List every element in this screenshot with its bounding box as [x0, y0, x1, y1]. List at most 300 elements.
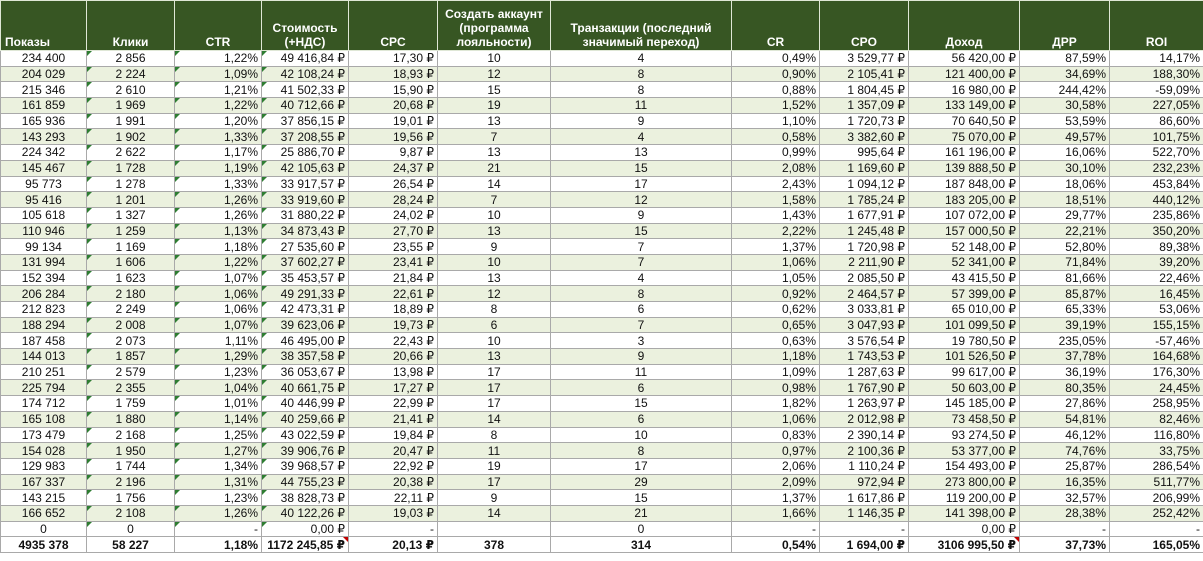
table-cell[interactable]: 166 652: [1, 505, 87, 521]
table-cell[interactable]: 17: [551, 458, 732, 474]
table-cell[interactable]: 15: [551, 490, 732, 506]
table-cell[interactable]: 43 022,59 ₽: [262, 427, 349, 443]
table-cell[interactable]: 20,66 ₽: [349, 349, 438, 365]
table-cell[interactable]: 16,45%: [1110, 286, 1203, 302]
table-cell[interactable]: 206,99%: [1110, 490, 1203, 506]
table-cell[interactable]: [438, 521, 551, 537]
table-cell[interactable]: 9: [438, 490, 551, 506]
table-cell[interactable]: 2,09%: [732, 474, 820, 490]
table-cell[interactable]: 30,58%: [1020, 98, 1110, 114]
table-cell[interactable]: 155,15%: [1110, 317, 1203, 333]
table-cell[interactable]: 157 000,50 ₽: [909, 223, 1020, 239]
table-cell[interactable]: 1 201: [87, 192, 175, 208]
table-cell[interactable]: 33 917,57 ₽: [262, 176, 349, 192]
table-cell[interactable]: 52,80%: [1020, 239, 1110, 255]
table-cell[interactable]: 1,13%: [175, 223, 262, 239]
table-cell[interactable]: 2,22%: [732, 223, 820, 239]
table-cell[interactable]: 42 108,24 ₽: [262, 66, 349, 82]
table-cell[interactable]: 24,45%: [1110, 380, 1203, 396]
table-cell[interactable]: 10: [438, 333, 551, 349]
table-cell[interactable]: 15: [551, 160, 732, 176]
table-cell[interactable]: 1 902: [87, 129, 175, 145]
table-cell[interactable]: 1,58%: [732, 192, 820, 208]
table-cell[interactable]: 7: [551, 317, 732, 333]
table-cell[interactable]: 40 122,26 ₽: [262, 505, 349, 521]
table-cell[interactable]: 19: [438, 458, 551, 474]
table-cell[interactable]: 14: [438, 176, 551, 192]
table-cell[interactable]: 165 936: [1, 113, 87, 129]
table-cell[interactable]: 154 028: [1, 443, 87, 459]
table-cell[interactable]: 13: [551, 145, 732, 161]
table-cell[interactable]: 34 873,43 ₽: [262, 223, 349, 239]
table-cell[interactable]: 227,05%: [1110, 98, 1203, 114]
table-cell[interactable]: 20,47 ₽: [349, 443, 438, 459]
table-cell[interactable]: 1 785,24 ₽: [820, 192, 909, 208]
table-cell[interactable]: 8: [551, 443, 732, 459]
table-cell[interactable]: 42 473,31 ₽: [262, 302, 349, 318]
table-cell[interactable]: 19,01 ₽: [349, 113, 438, 129]
table-cell[interactable]: 24,37 ₽: [349, 160, 438, 176]
table-cell[interactable]: 28,38%: [1020, 505, 1110, 521]
table-cell[interactable]: 6: [551, 302, 732, 318]
table-cell[interactable]: 2 464,57 ₽: [820, 286, 909, 302]
table-cell[interactable]: -: [349, 521, 438, 537]
table-cell[interactable]: 522,70%: [1110, 145, 1203, 161]
table-cell[interactable]: 6: [551, 411, 732, 427]
table-cell[interactable]: 0,90%: [732, 66, 820, 82]
table-cell[interactable]: 1,34%: [175, 458, 262, 474]
table-cell[interactable]: 1,18%: [175, 239, 262, 255]
table-cell[interactable]: 0,88%: [732, 82, 820, 98]
table-cell[interactable]: 1,31%: [175, 474, 262, 490]
table-cell[interactable]: 17,30 ₽: [349, 51, 438, 67]
table-cell[interactable]: 350,20%: [1110, 223, 1203, 239]
table-cell[interactable]: 1 991: [87, 113, 175, 129]
table-cell[interactable]: 152 394: [1, 270, 87, 286]
table-cell[interactable]: 1 146,35 ₽: [820, 505, 909, 521]
table-cell[interactable]: 81,66%: [1020, 270, 1110, 286]
table-cell[interactable]: 1 756: [87, 490, 175, 506]
table-cell[interactable]: 22,43 ₽: [349, 333, 438, 349]
table-cell[interactable]: 22,21%: [1020, 223, 1110, 239]
table-cell[interactable]: 16,06%: [1020, 145, 1110, 161]
table-cell[interactable]: 0: [1, 521, 87, 537]
table-cell[interactable]: 244,42%: [1020, 82, 1110, 98]
table-cell[interactable]: 23,41 ₽: [349, 254, 438, 270]
table-cell[interactable]: 18,93 ₽: [349, 66, 438, 82]
table-cell[interactable]: 49 291,33 ₽: [262, 286, 349, 302]
table-cell[interactable]: 22,99 ₽: [349, 396, 438, 412]
table-cell[interactable]: 52 148,00 ₽: [909, 239, 1020, 255]
table-cell[interactable]: 1 744: [87, 458, 175, 474]
table-cell[interactable]: 86,60%: [1110, 113, 1203, 129]
total-cell[interactable]: 1 694,00 ₽: [820, 537, 909, 553]
table-cell[interactable]: 44 755,23 ₽: [262, 474, 349, 490]
table-cell[interactable]: 22,61 ₽: [349, 286, 438, 302]
table-cell[interactable]: 11: [551, 364, 732, 380]
table-cell[interactable]: 995,64 ₽: [820, 145, 909, 161]
table-cell[interactable]: 1 245,48 ₽: [820, 223, 909, 239]
total-cell[interactable]: 378: [438, 537, 551, 553]
table-cell[interactable]: 3 047,93 ₽: [820, 317, 909, 333]
table-cell[interactable]: 273 800,00 ₽: [909, 474, 1020, 490]
table-cell[interactable]: 15: [438, 82, 551, 98]
table-cell[interactable]: 20,38 ₽: [349, 474, 438, 490]
table-cell[interactable]: 15,90 ₽: [349, 82, 438, 98]
table-cell[interactable]: 21,41 ₽: [349, 411, 438, 427]
table-cell[interactable]: 143 293: [1, 129, 87, 145]
table-cell[interactable]: 23,55 ₽: [349, 239, 438, 255]
table-cell[interactable]: 21: [438, 160, 551, 176]
table-cell[interactable]: -59,09%: [1110, 82, 1203, 98]
table-cell[interactable]: 1 617,86 ₽: [820, 490, 909, 506]
table-cell[interactable]: 1 259: [87, 223, 175, 239]
table-cell[interactable]: 1 759: [87, 396, 175, 412]
table-cell[interactable]: 0,00 ₽: [909, 521, 1020, 537]
table-cell[interactable]: 1 743,53 ₽: [820, 349, 909, 365]
table-cell[interactable]: 27,70 ₽: [349, 223, 438, 239]
table-cell[interactable]: 8: [438, 427, 551, 443]
table-cell[interactable]: 53 377,00 ₽: [909, 443, 1020, 459]
table-cell[interactable]: 1,06%: [732, 254, 820, 270]
table-cell[interactable]: 234 400: [1, 51, 87, 67]
table-cell[interactable]: 2 073: [87, 333, 175, 349]
table-cell[interactable]: 36 053,67 ₽: [262, 364, 349, 380]
table-cell[interactable]: 119 200,00 ₽: [909, 490, 1020, 506]
header-cell[interactable]: ДРР: [1020, 1, 1110, 51]
table-cell[interactable]: 3: [551, 333, 732, 349]
table-cell[interactable]: 183 205,00 ₽: [909, 192, 1020, 208]
table-cell[interactable]: 1 263,97 ₽: [820, 396, 909, 412]
table-cell[interactable]: 18,89 ₽: [349, 302, 438, 318]
table-cell[interactable]: 26,54 ₽: [349, 176, 438, 192]
table-cell[interactable]: 1 169,60 ₽: [820, 160, 909, 176]
table-cell[interactable]: 143 215: [1, 490, 87, 506]
table-cell[interactable]: 133 149,00 ₽: [909, 98, 1020, 114]
table-cell[interactable]: 453,84%: [1110, 176, 1203, 192]
table-cell[interactable]: 210 251: [1, 364, 87, 380]
table-cell[interactable]: 167 337: [1, 474, 87, 490]
table-cell[interactable]: 17: [438, 380, 551, 396]
table-cell[interactable]: 225 794: [1, 380, 87, 396]
table-cell[interactable]: 2 168: [87, 427, 175, 443]
table-cell[interactable]: 40 712,66 ₽: [262, 98, 349, 114]
table-cell[interactable]: 32,57%: [1020, 490, 1110, 506]
table-cell[interactable]: 1,19%: [175, 160, 262, 176]
table-cell[interactable]: 139 888,50 ₽: [909, 160, 1020, 176]
table-cell[interactable]: 1,17%: [175, 145, 262, 161]
table-cell[interactable]: 9,87 ₽: [349, 145, 438, 161]
table-cell[interactable]: 1 110,24 ₽: [820, 458, 909, 474]
table-cell[interactable]: 21: [551, 505, 732, 521]
table-cell[interactable]: 27 535,60 ₽: [262, 239, 349, 255]
table-cell[interactable]: 2 180: [87, 286, 175, 302]
table-cell[interactable]: 7: [551, 239, 732, 255]
total-cell[interactable]: 3106 995,50 ₽: [909, 537, 1020, 553]
table-cell[interactable]: 2,43%: [732, 176, 820, 192]
table-cell[interactable]: 1,21%: [175, 82, 262, 98]
table-cell[interactable]: 9: [438, 239, 551, 255]
table-cell[interactable]: 1 278: [87, 176, 175, 192]
table-cell[interactable]: 105 618: [1, 207, 87, 223]
table-cell[interactable]: 54,81%: [1020, 411, 1110, 427]
table-cell[interactable]: 13: [438, 349, 551, 365]
table-cell[interactable]: 1,23%: [175, 490, 262, 506]
table-cell[interactable]: 0,49%: [732, 51, 820, 67]
table-cell[interactable]: 161 859: [1, 98, 87, 114]
table-cell[interactable]: 1 094,12 ₽: [820, 176, 909, 192]
table-cell[interactable]: 2 224: [87, 66, 175, 82]
table-cell[interactable]: 9: [551, 113, 732, 129]
table-cell[interactable]: 141 398,00 ₽: [909, 505, 1020, 521]
header-cell[interactable]: CPC: [349, 1, 438, 51]
header-cell[interactable]: Доход: [909, 1, 1020, 51]
table-cell[interactable]: 258,95%: [1110, 396, 1203, 412]
table-cell[interactable]: 89,38%: [1110, 239, 1203, 255]
table-cell[interactable]: 57 399,00 ₽: [909, 286, 1020, 302]
table-cell[interactable]: 1,52%: [732, 98, 820, 114]
table-cell[interactable]: 0,98%: [732, 380, 820, 396]
table-cell[interactable]: 14,17%: [1110, 51, 1203, 67]
table-cell[interactable]: 129 983: [1, 458, 87, 474]
table-cell[interactable]: 8: [551, 286, 732, 302]
table-cell[interactable]: 42 105,63 ₽: [262, 160, 349, 176]
table-cell[interactable]: 19 780,50 ₽: [909, 333, 1020, 349]
table-cell[interactable]: 2 100,36 ₽: [820, 443, 909, 459]
table-cell[interactable]: 24,02 ₽: [349, 207, 438, 223]
total-cell[interactable]: 314: [551, 537, 732, 553]
table-cell[interactable]: 20,68 ₽: [349, 98, 438, 114]
table-cell[interactable]: 224 342: [1, 145, 87, 161]
table-cell[interactable]: 1,27%: [175, 443, 262, 459]
table-cell[interactable]: 38 357,58 ₽: [262, 349, 349, 365]
table-cell[interactable]: 3 033,81 ₽: [820, 302, 909, 318]
table-cell[interactable]: 1,01%: [175, 396, 262, 412]
table-cell[interactable]: 154 493,00 ₽: [909, 458, 1020, 474]
table-cell[interactable]: 6: [438, 317, 551, 333]
table-cell[interactable]: 1,66%: [732, 505, 820, 521]
table-cell[interactable]: 1,06%: [732, 411, 820, 427]
header-cell[interactable]: ROI: [1110, 1, 1203, 51]
table-cell[interactable]: 99 134: [1, 239, 87, 255]
table-cell[interactable]: 1,37%: [732, 490, 820, 506]
table-cell[interactable]: 1,10%: [732, 113, 820, 129]
table-cell[interactable]: 11: [438, 443, 551, 459]
table-cell[interactable]: 74,76%: [1020, 443, 1110, 459]
table-cell[interactable]: 11: [551, 98, 732, 114]
table-cell[interactable]: 1,26%: [175, 192, 262, 208]
table-cell[interactable]: 17: [438, 396, 551, 412]
table-cell[interactable]: 1,07%: [175, 270, 262, 286]
header-cell[interactable]: CTR: [175, 1, 262, 51]
table-cell[interactable]: 1,22%: [175, 254, 262, 270]
table-cell[interactable]: 17: [438, 474, 551, 490]
table-cell[interactable]: 9: [551, 207, 732, 223]
table-cell[interactable]: 41 502,33 ₽: [262, 82, 349, 98]
table-cell[interactable]: 107 072,00 ₽: [909, 207, 1020, 223]
table-cell[interactable]: 53,59%: [1020, 113, 1110, 129]
table-cell[interactable]: 2 196: [87, 474, 175, 490]
table-cell[interactable]: 39 968,57 ₽: [262, 458, 349, 474]
table-cell[interactable]: 1 969: [87, 98, 175, 114]
table-cell[interactable]: 1,23%: [175, 364, 262, 380]
table-cell[interactable]: -57,46%: [1110, 333, 1203, 349]
table-cell[interactable]: 12: [438, 286, 551, 302]
table-cell[interactable]: 2 008: [87, 317, 175, 333]
table-cell[interactable]: 8: [551, 82, 732, 98]
table-cell[interactable]: 49 416,84 ₽: [262, 51, 349, 67]
table-cell[interactable]: 2 355: [87, 380, 175, 396]
table-cell[interactable]: -: [1110, 521, 1203, 537]
table-cell[interactable]: 53,06%: [1110, 302, 1203, 318]
table-cell[interactable]: 10: [551, 427, 732, 443]
table-cell[interactable]: 235,05%: [1020, 333, 1110, 349]
table-cell[interactable]: 12: [438, 66, 551, 82]
table-cell[interactable]: 215 346: [1, 82, 87, 98]
table-cell[interactable]: 1 327: [87, 207, 175, 223]
table-cell[interactable]: 1,25%: [175, 427, 262, 443]
table-cell[interactable]: 2 390,14 ₽: [820, 427, 909, 443]
table-cell[interactable]: 1,43%: [732, 207, 820, 223]
table-cell[interactable]: 145 185,00 ₽: [909, 396, 1020, 412]
table-cell[interactable]: 95 773: [1, 176, 87, 192]
table-cell[interactable]: 164,68%: [1110, 349, 1203, 365]
table-cell[interactable]: 52 341,00 ₽: [909, 254, 1020, 270]
table-cell[interactable]: 29,77%: [1020, 207, 1110, 223]
table-cell[interactable]: 19,56 ₽: [349, 129, 438, 145]
table-cell[interactable]: 121 400,00 ₽: [909, 66, 1020, 82]
table-cell[interactable]: 1,29%: [175, 349, 262, 365]
table-cell[interactable]: 25,87%: [1020, 458, 1110, 474]
table-cell[interactable]: 19,84 ₽: [349, 427, 438, 443]
table-cell[interactable]: 10: [438, 254, 551, 270]
total-cell[interactable]: 4935 378: [1, 537, 87, 553]
table-cell[interactable]: 40 661,75 ₽: [262, 380, 349, 396]
table-cell[interactable]: 187 458: [1, 333, 87, 349]
table-cell[interactable]: 13,98 ₽: [349, 364, 438, 380]
table-cell[interactable]: 3 576,54 ₽: [820, 333, 909, 349]
table-cell[interactable]: -: [732, 521, 820, 537]
table-cell[interactable]: 188,30%: [1110, 66, 1203, 82]
table-cell[interactable]: 71,84%: [1020, 254, 1110, 270]
header-cell[interactable]: Показы: [1, 1, 87, 51]
table-cell[interactable]: 1,37%: [732, 239, 820, 255]
table-cell[interactable]: 8: [438, 302, 551, 318]
table-cell[interactable]: 0,92%: [732, 286, 820, 302]
table-cell[interactable]: 1,18%: [732, 349, 820, 365]
table-cell[interactable]: 18,06%: [1020, 176, 1110, 192]
table-cell[interactable]: 1 728: [87, 160, 175, 176]
table-cell[interactable]: 70 640,50 ₽: [909, 113, 1020, 129]
table-cell[interactable]: 31 880,22 ₽: [262, 207, 349, 223]
header-cell[interactable]: Стоимость (+НДС): [262, 1, 349, 51]
table-cell[interactable]: 101,75%: [1110, 129, 1203, 145]
table-cell[interactable]: 1 287,63 ₽: [820, 364, 909, 380]
table-cell[interactable]: 1,22%: [175, 98, 262, 114]
table-cell[interactable]: 22,92 ₽: [349, 458, 438, 474]
table-cell[interactable]: 34,69%: [1020, 66, 1110, 82]
table-cell[interactable]: 1,33%: [175, 176, 262, 192]
table-cell[interactable]: 2 622: [87, 145, 175, 161]
table-cell[interactable]: 0: [551, 521, 732, 537]
table-cell[interactable]: 0,58%: [732, 129, 820, 145]
table-cell[interactable]: 2 249: [87, 302, 175, 318]
table-cell[interactable]: 176,30%: [1110, 364, 1203, 380]
table-cell[interactable]: 1,33%: [175, 129, 262, 145]
table-cell[interactable]: 204 029: [1, 66, 87, 82]
table-cell[interactable]: 19: [438, 98, 551, 114]
table-cell[interactable]: 13: [438, 270, 551, 286]
table-cell[interactable]: 10: [438, 51, 551, 67]
table-cell[interactable]: -: [1020, 521, 1110, 537]
table-cell[interactable]: 0,63%: [732, 333, 820, 349]
table-cell[interactable]: 99 617,00 ₽: [909, 364, 1020, 380]
table-cell[interactable]: 30,10%: [1020, 160, 1110, 176]
table-cell[interactable]: 16,35%: [1020, 474, 1110, 490]
table-cell[interactable]: 9: [551, 349, 732, 365]
table-cell[interactable]: 1,26%: [175, 505, 262, 521]
table-cell[interactable]: 161 196,00 ₽: [909, 145, 1020, 161]
table-cell[interactable]: 116,80%: [1110, 427, 1203, 443]
table-cell[interactable]: 15: [551, 396, 732, 412]
table-cell[interactable]: 1 880: [87, 411, 175, 427]
table-cell[interactable]: 101 526,50 ₽: [909, 349, 1020, 365]
total-cell[interactable]: 0,54%: [732, 537, 820, 553]
table-cell[interactable]: 39,19%: [1020, 317, 1110, 333]
total-cell[interactable]: 37,73%: [1020, 537, 1110, 553]
table-cell[interactable]: 50 603,00 ₽: [909, 380, 1020, 396]
table-cell[interactable]: 35 453,57 ₽: [262, 270, 349, 286]
table-cell[interactable]: 13: [438, 145, 551, 161]
table-cell[interactable]: 40 446,99 ₽: [262, 396, 349, 412]
table-cell[interactable]: 65,33%: [1020, 302, 1110, 318]
table-cell[interactable]: 1 767,90 ₽: [820, 380, 909, 396]
table-cell[interactable]: 187 848,00 ₽: [909, 176, 1020, 192]
table-cell[interactable]: 2,06%: [732, 458, 820, 474]
total-cell[interactable]: 1,18%: [175, 537, 262, 553]
table-cell[interactable]: 972,94 ₽: [820, 474, 909, 490]
table-cell[interactable]: 28,24 ₽: [349, 192, 438, 208]
table-cell[interactable]: 1,07%: [175, 317, 262, 333]
table-cell[interactable]: 33,75%: [1110, 443, 1203, 459]
table-cell[interactable]: 19,03 ₽: [349, 505, 438, 521]
table-cell[interactable]: 0,97%: [732, 443, 820, 459]
table-cell[interactable]: 37 602,27 ₽: [262, 254, 349, 270]
table-cell[interactable]: 36,19%: [1020, 364, 1110, 380]
table-cell[interactable]: 286,54%: [1110, 458, 1203, 474]
table-cell[interactable]: 2 211,90 ₽: [820, 254, 909, 270]
table-cell[interactable]: 6: [551, 380, 732, 396]
table-cell[interactable]: 1 720,98 ₽: [820, 239, 909, 255]
table-cell[interactable]: 29: [551, 474, 732, 490]
total-cell[interactable]: 20,13 ₽: [349, 537, 438, 553]
table-cell[interactable]: 1 357,09 ₽: [820, 98, 909, 114]
table-cell[interactable]: 0: [87, 521, 175, 537]
table-cell[interactable]: 56 420,00 ₽: [909, 51, 1020, 67]
table-cell[interactable]: 1 950: [87, 443, 175, 459]
table-cell[interactable]: 144 013: [1, 349, 87, 365]
table-cell[interactable]: 17,27 ₽: [349, 380, 438, 396]
table-cell[interactable]: 46 495,00 ₽: [262, 333, 349, 349]
table-cell[interactable]: 39 906,76 ₽: [262, 443, 349, 459]
table-cell[interactable]: 3 529,77 ₽: [820, 51, 909, 67]
table-cell[interactable]: 131 994: [1, 254, 87, 270]
table-cell[interactable]: 4: [551, 129, 732, 145]
table-cell[interactable]: 2 105,41 ₽: [820, 66, 909, 82]
header-cell[interactable]: CPO: [820, 1, 909, 51]
table-cell[interactable]: 33 919,60 ₽: [262, 192, 349, 208]
table-cell[interactable]: 75 070,00 ₽: [909, 129, 1020, 145]
